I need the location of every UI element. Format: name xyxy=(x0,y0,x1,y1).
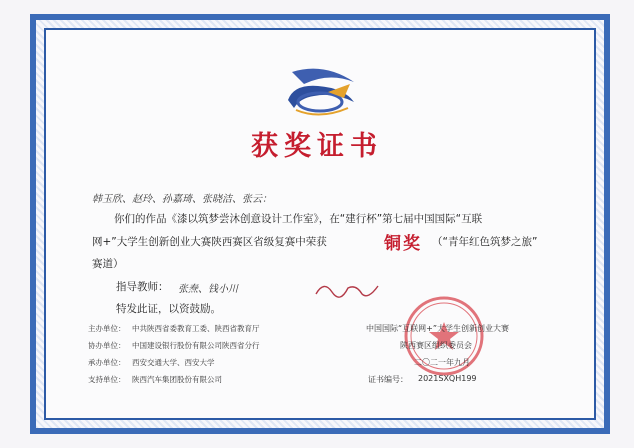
event-logo-icon xyxy=(284,62,360,120)
cert-number-label: 证书编号： xyxy=(368,375,408,384)
cert-number-value: 2021SXQH199 xyxy=(418,374,477,383)
signature-icon xyxy=(312,274,382,304)
organizer-label: 主办单位： xyxy=(88,324,126,333)
teacher-label: 指导教师： xyxy=(116,281,169,293)
issuer-line-2: 陕西赛区组织委员会 xyxy=(400,341,472,350)
award-level: 铜奖 xyxy=(384,234,422,254)
host-value: 西安交通大学、西安大学 xyxy=(132,358,215,367)
body-line-2: 网+”大学生创新创业大赛陕西赛区省级复赛中荣获 xyxy=(92,236,327,248)
recipient-names: 韩玉欣、赵玲、孙嘉琦、张晓洁、张云： xyxy=(92,194,272,205)
supporter-label: 支持单位： xyxy=(88,375,126,384)
issuer-line-1: 中国国际“互联网+”大学生创新创业大赛 xyxy=(366,324,509,333)
teacher-names: 张焘、钱小川 xyxy=(178,284,238,295)
body-line-3: 赛道） xyxy=(92,258,124,270)
co-organizer-value: 中国建设银行股份有限公司陕西省分行 xyxy=(132,341,260,350)
body-line-2-tail: （“青年红色筑梦之旅” xyxy=(432,236,538,248)
supporter-value: 陕西汽车集团股份有限公司 xyxy=(132,375,222,384)
body-line-1: 你们的作品《漆以筑梦尝沐创意设计工作室》，在“建行杯”第七届中国国际“互联 xyxy=(114,213,483,225)
co-organizer-label: 协办单位： xyxy=(88,341,126,350)
organizer-value: 中共陕西省委教育工委、陕西省教育厅 xyxy=(132,324,260,333)
closing-statement: 特发此证，以资鼓励。 xyxy=(116,303,221,315)
certificate-title: 获奖证书 xyxy=(251,131,383,162)
issue-date: 二〇二一年九月 xyxy=(414,358,470,367)
host-label: 承办单位： xyxy=(88,358,126,367)
